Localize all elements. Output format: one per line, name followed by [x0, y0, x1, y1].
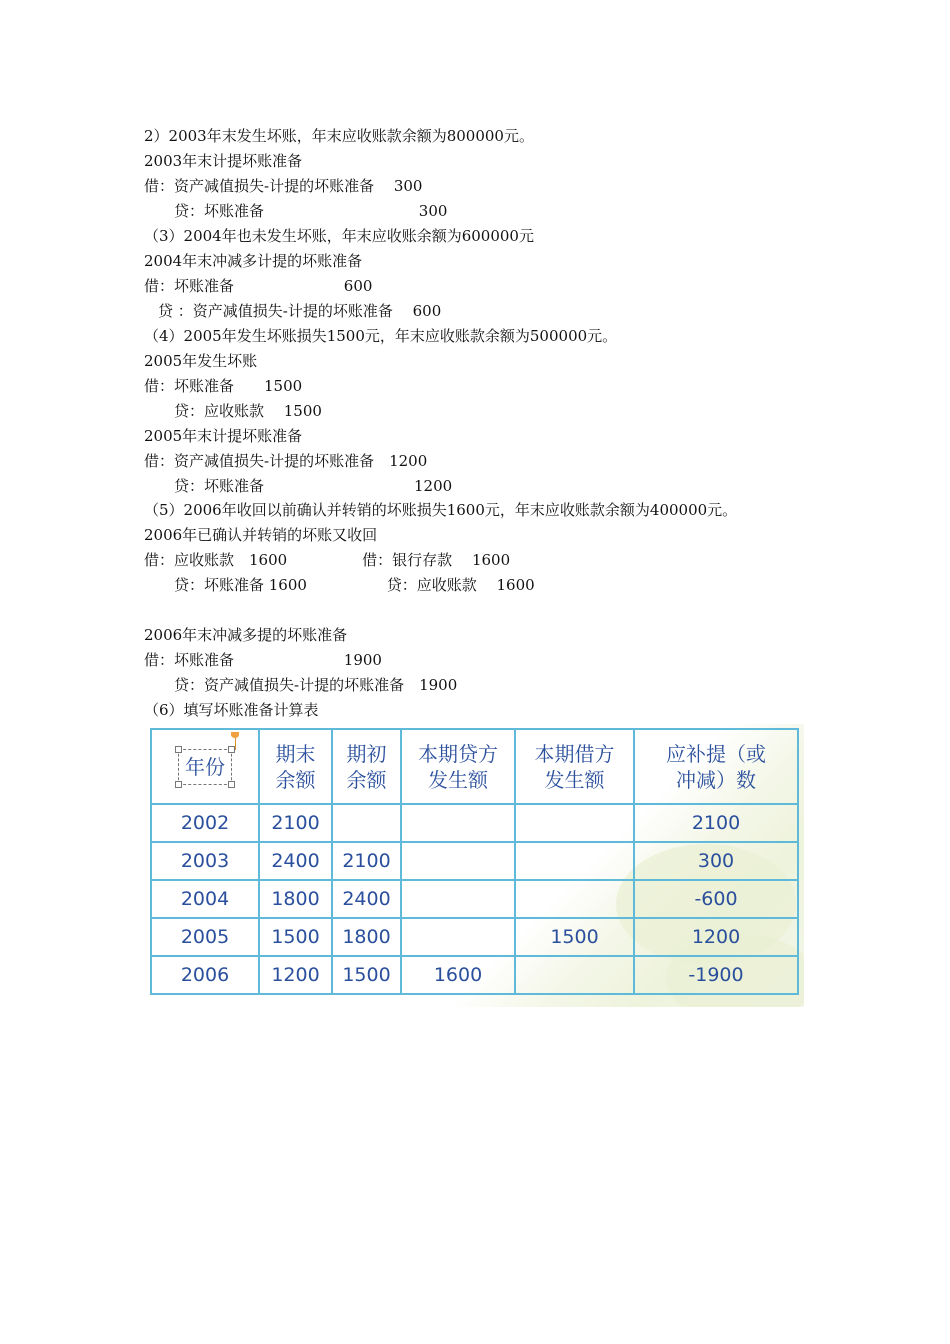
cell-year: 2003	[151, 842, 259, 880]
cell-credit	[401, 918, 515, 956]
header-begin-balance: 期初 余额	[332, 729, 401, 804]
text-line: （6）填写坏账准备计算表	[144, 701, 319, 719]
table-row	[151, 842, 798, 880]
cell-end-balance: 1200	[259, 956, 332, 994]
text-line: 借：资产减值损失-计提的坏账准备 1200	[144, 452, 428, 470]
cell-begin-balance: 1800	[332, 918, 401, 956]
table-row	[151, 918, 798, 956]
text-line: 贷：应收账款 1500	[174, 402, 322, 420]
text-line: 借：应收账款 1600 借：银行存款 1600	[144, 551, 511, 569]
text-line: 贷 ：资产减值损失-计提的坏账准备 600	[158, 302, 442, 320]
text-line: 2006年末冲减多提的坏账准备	[144, 626, 348, 644]
text-line: 借：坏账准备 1500	[144, 377, 303, 395]
cell-debit	[515, 956, 634, 994]
cell-year: 2004	[151, 880, 259, 918]
text-line: 2005年发生坏账	[144, 352, 258, 370]
cell-end-balance: 1500	[259, 918, 332, 956]
selected-textbox[interactable]	[178, 749, 232, 785]
cell-provision: -1900	[634, 956, 798, 994]
text-line: 贷：资产减值损失-计提的坏账准备 1900	[174, 676, 458, 694]
text-line: 贷：坏账准备 300	[174, 202, 448, 220]
header-credit-amount: 本期贷方 发生额	[401, 729, 515, 804]
cell-end-balance: 2100	[259, 804, 332, 842]
table-row	[151, 880, 798, 918]
text-line: 借：坏账准备 1900	[144, 651, 382, 669]
rotate-handle[interactable]	[235, 736, 236, 750]
cell-begin-balance: 2100	[332, 842, 401, 880]
text-line: 借：资产减值损失-计提的坏账准备 300	[144, 177, 423, 195]
cell-debit	[515, 842, 634, 880]
header-end-balance: 期末 余额	[259, 729, 332, 804]
header-debit-amount: 本期借方 发生额	[515, 729, 634, 804]
table-row	[151, 956, 798, 994]
table-row	[151, 804, 798, 842]
header-year	[151, 729, 259, 804]
cell-provision: 1200	[634, 918, 798, 956]
cell-credit: 1600	[401, 956, 515, 994]
text-line: （5）2006年收回以前确认并转销的坏账损失1600元，年末应收账款余额为400000元。	[144, 501, 738, 519]
cell-begin-balance	[332, 804, 401, 842]
resize-handle[interactable]	[228, 746, 235, 753]
cell-begin-balance: 2400	[332, 880, 401, 918]
table-header-row	[151, 729, 798, 804]
bad-debt-calc-table	[150, 728, 799, 995]
text-line: 2003年末计提坏账准备	[144, 152, 303, 170]
text-line: 2006年已确认并转销的坏账又收回	[144, 526, 378, 544]
text-line: （3）2004年也未发生坏账，年末应收账余额为600000元	[144, 227, 534, 245]
cell-credit	[401, 880, 515, 918]
cell-provision: 2100	[634, 804, 798, 842]
resize-handle[interactable]	[175, 781, 182, 788]
header-provision-amount: 应补提（或 冲减）数	[634, 729, 798, 804]
cell-provision: 300	[634, 842, 798, 880]
cell-begin-balance: 1500	[332, 956, 401, 994]
cell-year: 2006	[151, 956, 259, 994]
cell-year: 2002	[151, 804, 259, 842]
resize-handle[interactable]	[175, 746, 182, 753]
cell-provision: -600	[634, 880, 798, 918]
cell-credit	[401, 804, 515, 842]
cell-end-balance: 1800	[259, 880, 332, 918]
text-line: 2）2003年末发生坏账，年末应收账款余额为800000元。	[144, 127, 534, 145]
cell-debit	[515, 804, 634, 842]
text-line: 贷：坏账准备 1200	[174, 477, 453, 495]
text-line: 2004年末冲减多计提的坏账准备	[144, 252, 363, 270]
bad-debt-table-image	[146, 724, 804, 1007]
text-line: 2005年末计提坏账准备	[144, 427, 303, 445]
header-year-label: 年份	[185, 754, 225, 779]
cell-debit: 1500	[515, 918, 634, 956]
cell-end-balance: 2400	[259, 842, 332, 880]
text-line: 贷：坏账准备 1600 贷：应收账款 1600	[174, 576, 535, 594]
cell-credit	[401, 842, 515, 880]
text-line: （4）2005年发生坏账损失1500元，年末应收账款余额为500000元。	[144, 327, 618, 345]
cell-debit	[515, 880, 634, 918]
text-line: 借：坏账准备 600	[144, 277, 373, 295]
resize-handle[interactable]	[228, 781, 235, 788]
cell-year: 2005	[151, 918, 259, 956]
